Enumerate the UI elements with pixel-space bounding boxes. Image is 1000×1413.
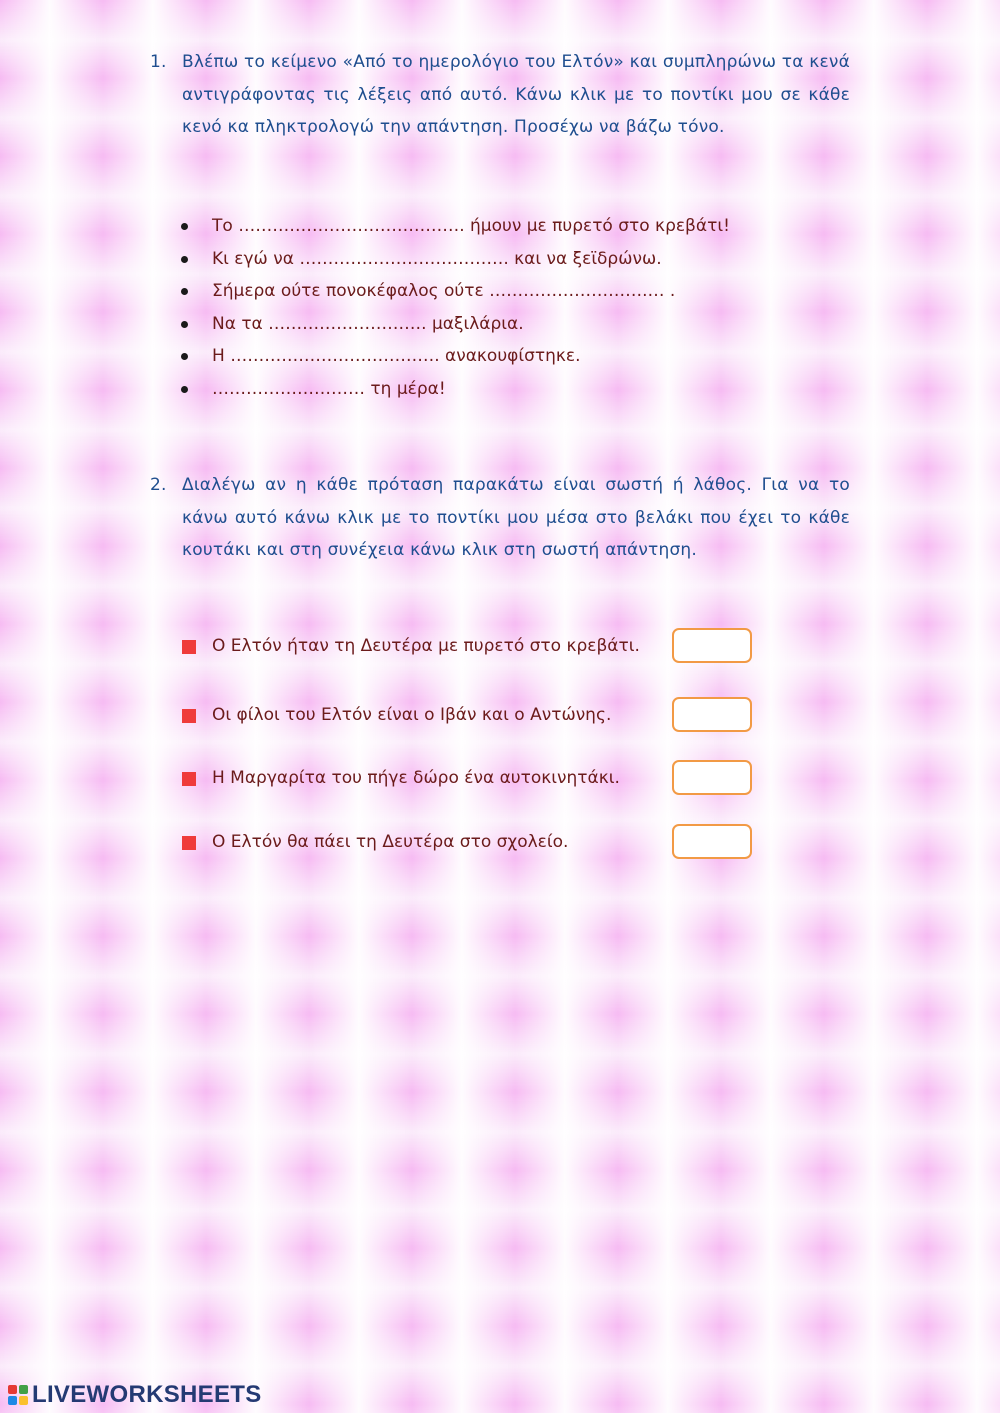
statement-text: Οι φίλοι του Ελτόν είναι ο Ιβάν και ο Αντώνης. bbox=[212, 705, 612, 725]
statement-text: Ο Ελτόν ήταν τη Δευτέρα με πυρετό στο κρεβάτι. bbox=[212, 636, 640, 656]
true-false-row bbox=[182, 697, 757, 733]
square-marker-icon bbox=[182, 772, 196, 786]
fill-in-item: Να τα ………………………. μαξιλάρια. bbox=[180, 308, 800, 341]
bullet-dot bbox=[181, 386, 188, 393]
section1-number: 1. bbox=[150, 52, 167, 72]
blank-field[interactable]: ……………………… bbox=[212, 378, 365, 399]
blank-field[interactable]: ………………………………. bbox=[299, 248, 509, 269]
answer-dropdown[interactable] bbox=[672, 628, 752, 663]
section2-instruction-text: Διαλέγω αν η κάθε πρόταση παρακάτω είναι σωστή ή λάθος. Για να το κάνω αυτό κάνω κλικ με το ποντίκι μου μέσα στο βελάκι που έχει το κάθε κουτάκι και στη συνέχεια κάνω κλικ στη σωστή απάντηση. bbox=[182, 475, 850, 560]
fill-in-item: Σήμερα ούτε πονοκέφαλος ούτε ……………………….… . bbox=[180, 275, 800, 308]
square-marker-icon bbox=[182, 836, 196, 850]
bullet-dot bbox=[181, 353, 188, 360]
blank-field[interactable]: ……………………….… bbox=[489, 281, 665, 301]
blank-field[interactable]: ………………………. bbox=[268, 313, 427, 334]
logo-tile bbox=[19, 1396, 28, 1405]
fill-in-item: Το …………………………………. ήμουν με πυρετό στο κρεβάτι! bbox=[180, 210, 800, 243]
square-marker-icon bbox=[182, 640, 196, 654]
statement-text: Ο Ελτόν θα πάει τη Δευτέρα στο σχολείο. bbox=[212, 832, 569, 852]
section1-instruction bbox=[150, 46, 850, 144]
blank-field[interactable]: …………………………………. bbox=[238, 216, 465, 236]
logo-tile bbox=[8, 1396, 17, 1405]
true-false-row bbox=[182, 760, 757, 796]
logo-tile bbox=[19, 1385, 28, 1394]
bullet-dot bbox=[181, 321, 188, 328]
fill-in-item: Η ………………………………. ανακουφίστηκε. bbox=[180, 340, 800, 373]
statement-text: Η Μαργαρίτα του πήγε δώρο ένα αυτοκινητάκι. bbox=[212, 768, 620, 788]
section2-instruction bbox=[150, 469, 850, 567]
bullet-dot bbox=[181, 223, 188, 230]
square-marker-icon bbox=[182, 709, 196, 723]
fill-in-item: ……………………… τη μέρα! bbox=[180, 373, 800, 406]
section2-number: 2. bbox=[150, 475, 167, 495]
logo-text: LIVEWORKSHEETS bbox=[32, 1381, 262, 1408]
logo-tile bbox=[8, 1385, 17, 1394]
answer-dropdown[interactable] bbox=[672, 697, 752, 732]
fill-in-item: Κι εγώ να ………………………………. και να ξεϊδρώνω. bbox=[180, 243, 800, 276]
bullet-dot bbox=[181, 256, 188, 263]
blank-field[interactable]: ………………………………. bbox=[230, 346, 440, 366]
liveworksheets-logo-icon bbox=[8, 1385, 28, 1405]
section1-instruction-text: Βλέπω το κείμενο «Από το ημερολόγιο του Ελτόν» και συμπληρώνω τα κενά αντιγράφοντας τις λέξεις από αυτό. Κάνω κλικ με το ποντίκι μου σε κάθε κενό κα πληκτρολογώ την απάντηση. Προσέχω να βάζω τόνο. bbox=[182, 52, 850, 137]
true-false-row bbox=[182, 628, 757, 664]
answer-dropdown[interactable] bbox=[672, 824, 752, 859]
answer-dropdown[interactable] bbox=[672, 760, 752, 795]
fill-in-list bbox=[180, 210, 800, 405]
bullet-dot bbox=[181, 288, 188, 295]
true-false-row bbox=[182, 824, 757, 860]
liveworksheets-logo[interactable] bbox=[8, 1381, 262, 1409]
